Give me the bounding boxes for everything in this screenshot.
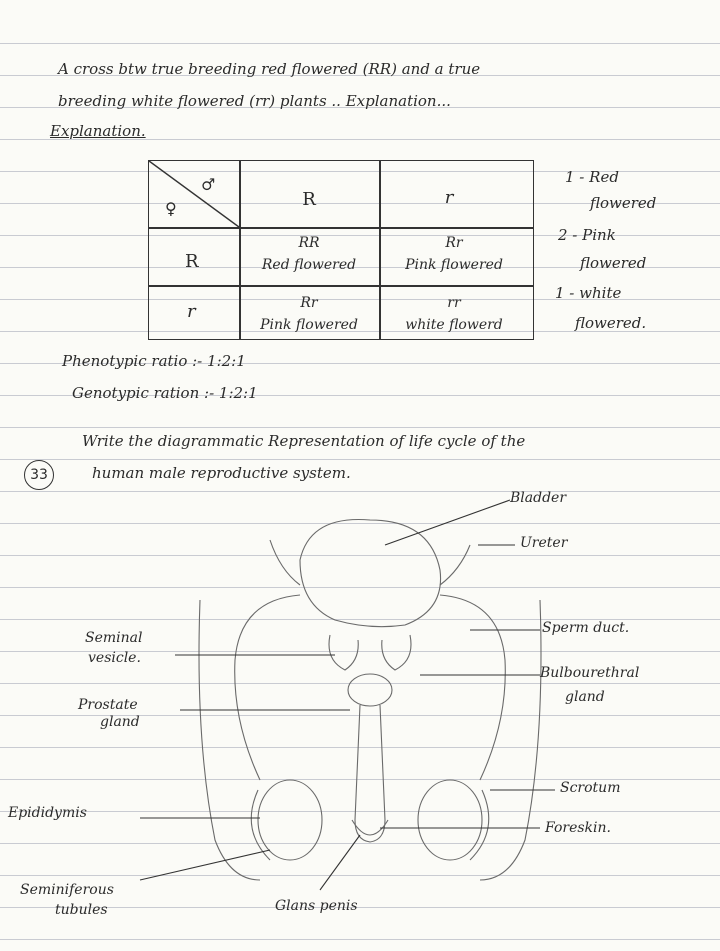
genotypic-ratio: Genotypic ration :- 1:2:1 — [72, 384, 258, 402]
cell-phenotype-1: Red flowered — [261, 257, 357, 273]
label-glans-penis: Glans penis — [275, 898, 358, 914]
label-seminal-1: Seminal — [85, 630, 143, 646]
phenotypic-ratio: Phenotypic ratio :- 1:2:1 — [62, 352, 246, 370]
result-white-label: flowered. — [575, 314, 647, 332]
row-label-r: r — [187, 301, 196, 322]
label-ureter: Ureter — [520, 535, 568, 551]
label-seminiferous-1: Seminiferous — [20, 882, 114, 898]
cell-genotype-3: Rr — [300, 295, 318, 311]
question-line-1: Write the diagrammatic Representation of life cycle of the — [82, 432, 526, 450]
result-pink-label: flowered — [580, 254, 647, 272]
label-scrotum: Scrotum — [560, 780, 621, 796]
result-white-count: 1 - white — [555, 284, 622, 302]
female-symbol: ♀ — [165, 199, 177, 218]
label-bulbourethral-2: gland — [565, 689, 605, 705]
label-bladder: Bladder — [510, 490, 567, 506]
question-line-2: human male reproductive system. — [92, 464, 351, 482]
cell-phenotype-2: Pink flowered — [405, 257, 503, 273]
intro-line-1: A cross btw true breeding red flowered (RR) and a true — [58, 60, 481, 78]
male-symbol: ♂ — [201, 175, 216, 194]
label-prostate-2: gland — [100, 714, 140, 730]
question-number: 33 — [24, 460, 54, 490]
label-seminal-2: vesicle. — [88, 650, 141, 666]
cell-genotype-4: rr — [447, 295, 461, 311]
cell-genotype-1: RR — [298, 235, 320, 251]
intro-line-2: breeding white flowered (rr) plants .. Explanation... — [58, 92, 451, 110]
cell-phenotype-3: Pink flowered — [260, 317, 358, 333]
label-sperm-duct: Sperm duct. — [542, 620, 630, 636]
intro-line-3: Explanation. — [50, 122, 146, 140]
result-red-count: 1 - Red — [565, 168, 619, 186]
cell-genotype-2: Rr — [445, 235, 463, 251]
result-red-label: flowered — [590, 194, 657, 212]
label-foreskin: Foreskin. — [545, 820, 611, 836]
header-col-r: r — [444, 187, 454, 208]
label-seminiferous-2: tubules — [55, 902, 108, 918]
label-prostate-1: Prostate — [78, 697, 138, 713]
label-epididymis: Epididymis — [8, 805, 87, 821]
cell-phenotype-4: white flowerd — [405, 317, 503, 333]
header-col-R: R — [302, 189, 316, 210]
result-pink-count: 2 - Pink — [558, 226, 616, 244]
row-label-R: R — [185, 251, 199, 272]
label-bulbourethral-1: Bulbourethral — [540, 665, 640, 681]
